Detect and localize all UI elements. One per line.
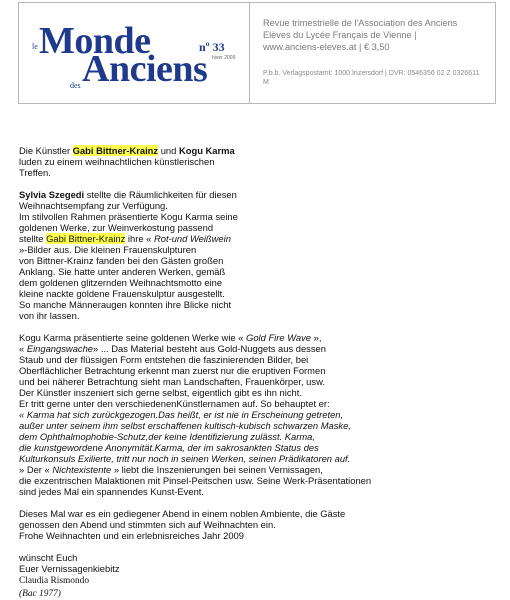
logo-le: le (32, 42, 38, 51)
logo-monde: Monde (39, 20, 151, 62)
artist-name: Kogu Karma (178, 145, 235, 156)
author-class: (Bac 1977) (19, 589, 61, 599)
issue-date: hiver 2009 (212, 55, 236, 61)
host-name: Sylvia Szegedi (19, 189, 85, 200)
postal-line: M (263, 79, 269, 86)
postal-info (263, 69, 491, 87)
revue-description (263, 17, 491, 53)
logo-des: des (70, 81, 81, 90)
paragraph-closing: Dieses Mal war es ein gediegener Abend in einem noblen Ambiente, die Gäste genossen den Abend und stimmten sich auf Weihnachten ein. Frohe Weihnachten und ein erlebnisreiches Jahr 2009 (19, 508, 346, 541)
paragraph-intro: Die Künstler Gabi Bittner-Krainz und Kogu Karma luden zu einem weihnachtlichen künstlerischen Treffen. (19, 145, 235, 178)
author-name: Claudia Rismondo (19, 576, 90, 586)
postal-line: P.b.b. Verlagspostamt: 1000 Inzersdorf | DVR: 0546356 02 Z 0326611 (263, 70, 480, 77)
revue-line: www.anciens-eleves.at | € 3,50 (263, 42, 390, 52)
revue-line: Elèves du Lycée Français de Vienne | (263, 30, 417, 40)
highlighted-name: Gabi Bittner-Krainz (72, 145, 159, 156)
revue-line: Revue trimestrielle de l'Association des Anciens (263, 18, 458, 28)
article-body (19, 145, 372, 600)
logo-anciens: Anciens (82, 48, 208, 90)
issue-number: nº 33 (199, 40, 225, 54)
signature-block: wünscht Euch Euer Vernissagenkiebitz Claudia Rismondo (Bac 1977) (19, 552, 120, 599)
highlighted-name: Gabi Bittner-Krainz (46, 233, 126, 244)
masthead (18, 2, 496, 104)
paragraph-venue: Sylvia Szegedi stellte die Räumlichkeiten für diesen Weihnachtsempfang zur Verfügung. Im stilvollen Rahmen präsentierte Kogu Karma seine goldenen Werke, zur Weinverkostung passend stellte Gabi Bittner-Krainz ihre « Rot-und Weißwein »-Bilder aus. Die kleinen Frauenskulpturen von Bittner-Krainz fanden bei den Gästen großen Anklang. Sie hatte unter anderen Werken, gemäß dem goldenen glitzernden Weihnachtsmotto eine kleine nackte goldene Frauenskulptur ausgestellt. So manche Männeraugen konnten ihre Blicke nicht von ihr lassen. (19, 189, 238, 321)
logo (19, 3, 250, 103)
paragraph-works: Kogu Karma präsentierte seine goldenen Werke wie « Gold Fire Wave », « Eingangswache» ... Das Material besteht aus Gold-Nuggets aus dessen Staub und der flüssigen Form entstehen die faszinierenden Bilder, bei Oberflächlicher Betrachtung erkennt man zuerst nur die eruptiven Formen und bei näherer Betrachtung sieht man Landschaften, Frauenkörper, usw. Der Künstler inszeniert sich gerne selbst, eigentlich gibt es ihn nicht. Er tritt gerne unter den verschiedenenKünstlernamen auf. So behauptet er: « Karma hat sich zurückgezogen.Das heißt, er ist nie in Erscheinung getreten, außer unter seinem ihm selbst erschaffenen kultisch-kubisch schwarzen Maske, dem Ophthalmophobie-Schutz,der keine Identifizierung zulässt. Karma, die kunstgewordene Anonymität.Karma, der im sakrosankten Status des Kulturkonsuls Exilierte, tritt nur noch in seinen Werken, seinen Prädikatoren auf. » Der « Nichtexistente » liebt die Inszenierungen bei seinen Vernissagen, die exzentrischen Malaktionen mit Pinsel-Peitschen usw. Seine Werk-Präsentationen sind jedes Mal ein spannendes Kunst-Event. (19, 332, 372, 497)
